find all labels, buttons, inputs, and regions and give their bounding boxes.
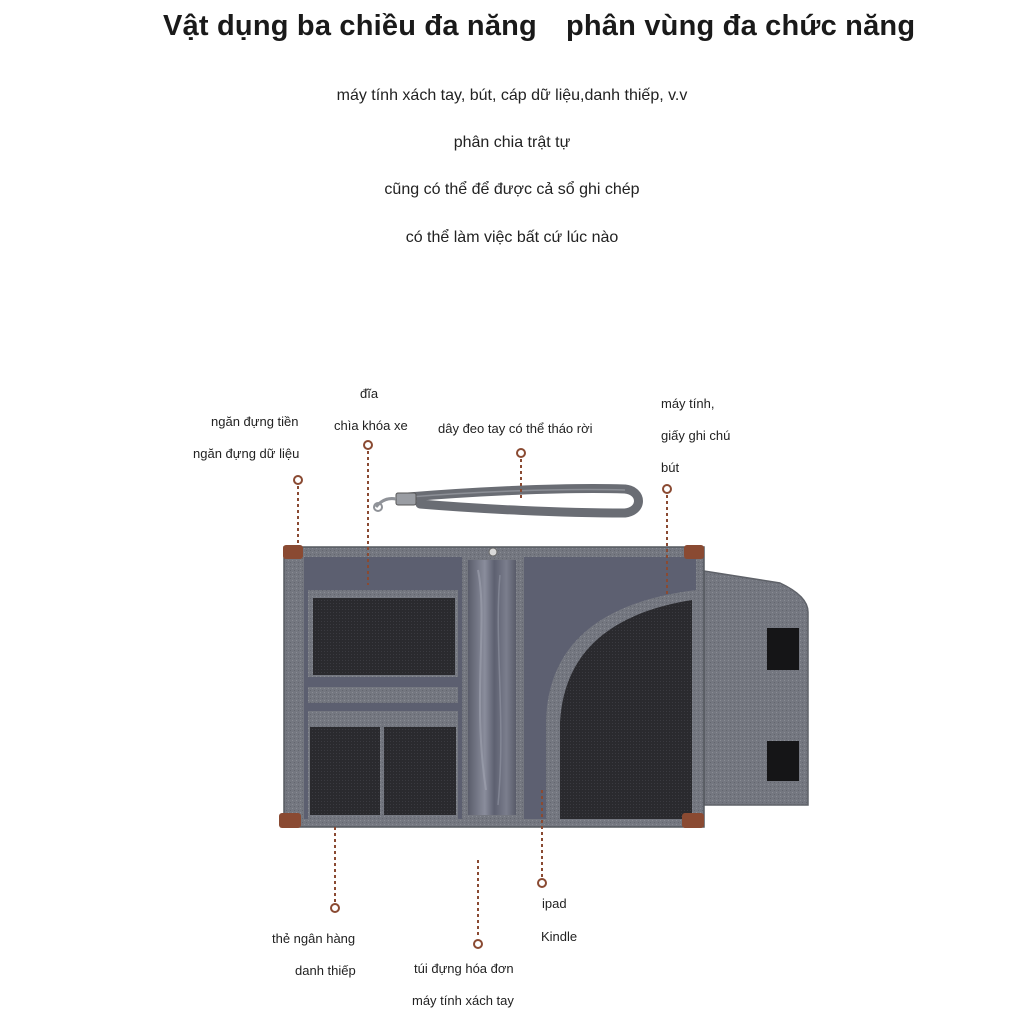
velcro-strip-bottom	[767, 741, 799, 781]
label-pen: bút	[661, 460, 680, 475]
label-data-pocket: ngăn đựng dữ liệu	[193, 446, 300, 461]
center-satin-pocket	[462, 548, 524, 819]
label-ipad: ipad	[542, 896, 567, 911]
label-invoice-pocket: túi đựng hóa đơn	[414, 961, 514, 976]
wrist-strap	[374, 489, 639, 513]
label-disc: đĩa	[360, 386, 379, 401]
velcro-strip-top	[767, 628, 799, 670]
subtitle-line-2: phân chia trật tự	[453, 134, 571, 151]
label-money-pocket: ngăn đựng tiền	[211, 414, 299, 429]
closure-flap	[704, 571, 808, 805]
label-computer: máy tính,	[661, 396, 715, 411]
label-business-card: danh thiếp	[295, 963, 356, 978]
right-panel	[524, 557, 696, 819]
subtitle-line-3: cũng có thể để được cả sổ ghi chép	[384, 181, 640, 198]
label-kindle: Kindle	[541, 929, 578, 944]
heading-left: Vật dụng ba chiều đa năng	[163, 10, 537, 42]
subtitle-line-4: có thể làm việc bất cứ lúc nào	[405, 229, 619, 246]
subtitle-line-1: máy tính xách tay, bút, cáp dữ liệu,danh thiếp, v.v	[336, 87, 688, 104]
heading-right: phân vùng đa chức năng	[566, 10, 916, 42]
label-notes: giấy ghi chú	[661, 428, 731, 443]
left-panel	[304, 557, 462, 819]
label-wrist-strap: dây đeo tay có thể tháo rời	[438, 421, 593, 436]
label-laptop: máy tính xách tay	[412, 993, 514, 1008]
label-bank-card: thẻ ngân hàng	[272, 931, 356, 946]
label-car-keys: chìa khóa xe	[334, 418, 408, 433]
